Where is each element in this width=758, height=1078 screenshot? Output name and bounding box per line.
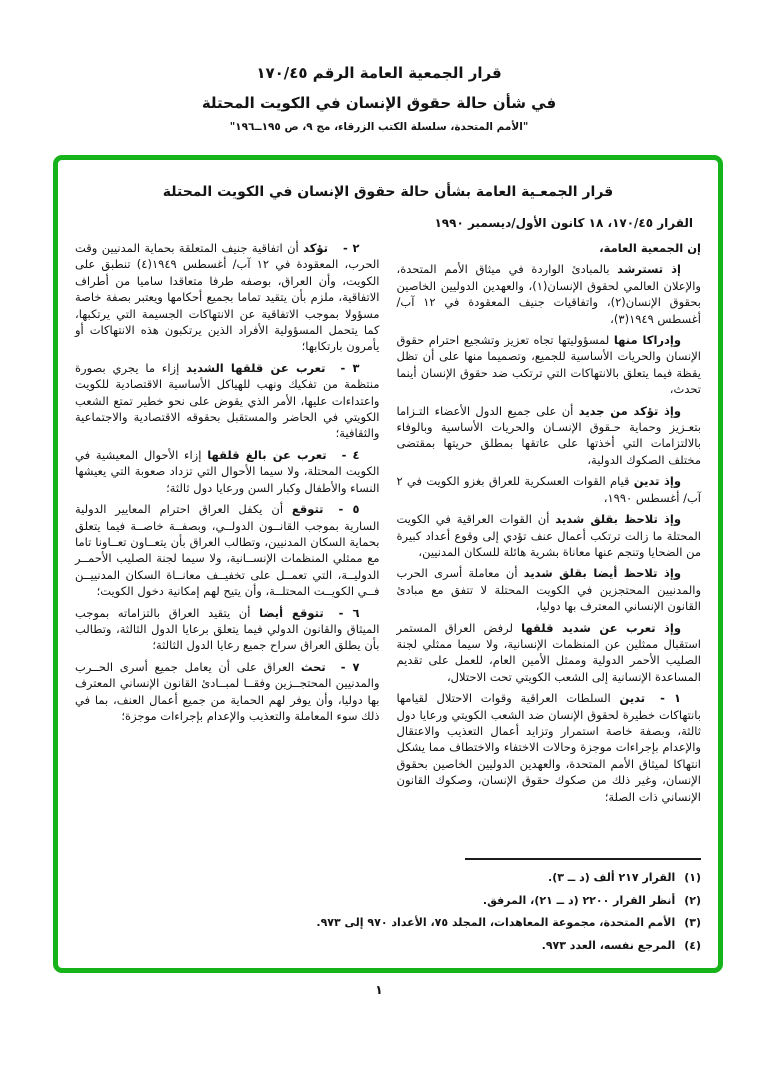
body-columns (75, 240, 701, 810)
operative-paragraph-7 (75, 659, 380, 725)
footnotes-section (75, 858, 701, 957)
paragraph-text: قيام القوات العسكرية للعراق بغزو الكويت في ٢ آب/ أغسطس ١٩٩٠، (396, 474, 701, 505)
footnote-4 (75, 935, 701, 958)
item-number: ٣ - (340, 360, 360, 375)
operative-paragraph-3 (75, 360, 380, 442)
item-number: ١ - (660, 691, 681, 706)
operative-paragraph-4 (75, 447, 380, 496)
preamble-paragraph (397, 620, 702, 686)
item-number: ٤ - (341, 447, 360, 462)
operative-paragraph-2 (75, 240, 380, 355)
footnote-text: القرار ٢١٧ ألف (د ــ ٣). (548, 871, 676, 884)
header-title-line1: قرار الجمعية العامة الرقم ١٧٠/٤٥ (256, 64, 502, 82)
item-number: ٢ - (342, 241, 360, 255)
paragraph-text: لرفض العراق المستمر استقبال ممثلين عن المنظمات الإنسانية، ولا سيما ممثلي لجنة الصليب الأحمر الدولية وممثل الأمين العام، للعمل على تقديم المساعدة الإنسانية إلى الشعب الكويتي تحت الاحتلال، (396, 620, 701, 684)
resolution-box (53, 155, 723, 973)
footnote-text: المرجع نفسه، العدد ٩٧٣. (541, 938, 676, 952)
left-column (75, 240, 380, 729)
paragraph-lead: وإذ تلاحظ بقلق شديد (555, 512, 681, 527)
paragraph-lead: وإذ تؤكد من جديد (578, 403, 681, 418)
preamble-paragraph (397, 511, 702, 560)
preamble-opening (397, 240, 702, 256)
paragraph-text: بالمبادئ الواردة في ميثاق الأمم المتحدة، والإعلان العالمي لحقوق الإنسان(١)، والعهدين الدوليين الخاصين بحقوق الإنسان(٢)، واتفاقيات جنيف المعقودة في ١٢ آب/ أغسطس ١٩٤٩(٣)، (396, 262, 701, 326)
paragraph-text: العراق على أن يعامل جميع أسرى الحــرب والمدنيين المحتجــزين وفقــا لمبــادئ القانون الإنساني المعترف بها دوليا، وأن يوفر لهم الحماية من جميع أعمال العنف، بما في ذلك سوء المعاملة والتعذيب والإعدام بإجراءات موجزة؛ (75, 659, 380, 723)
paragraph-lead: تحث (300, 659, 326, 674)
paragraph-lead: تؤكد (303, 241, 328, 255)
paragraph-lead: تعرب عن قلقها الشديد (186, 360, 326, 375)
footnote-1 (75, 867, 701, 890)
paragraph-text: أن معاملة أسرى الحرب والمدنيين المحتجزين في الكويت المحتلة لا تتفق مع مبادئ القانون الإنساني المعترف بها دوليا، (396, 566, 701, 614)
operative-paragraph-1 (397, 690, 702, 805)
footnote-number: (٤) (684, 938, 701, 952)
preamble-paragraph (397, 403, 702, 469)
paragraph-text: أن يكفل العراق احترام المعايير الدولية السارية بموجب القانــون الدولــي، وبصفــة خاصــة فيما يتعلق بحماية السكان المدنيين، وتطالب العراق بأن يتعــاون تعــاونا تاما مع ممثلي المنظمات الإنســانية، ولا سيما لجنة الصليب الأحمــر الدوليــة، التي تعمــل على تخفيــف معانــاة السكان المدنييــن فــي الكويــت المحتلــة، وأن يتيح لهم إمكانية دخول الكويت؛ (75, 502, 380, 599)
paragraph-text: أن اتفاقية جنيف المتعلقة بحماية المدنيين وقت الحرب، المعقودة في ١٢ آب/ أغسطس ١٩٤٩(٤) تنطبق على الكويت، وأن العراق، بوصفه طرفا متعاقدا ساميا من أطراف الاتفاقية، ملزم بأن يتقيد تماما بجميع أحكامها ويعتبر بصفة خاصة مسؤولا بموجب الاتفاقية عن الانتهاكات الجسيمة التي يرتكبها، كما يتحمل المسؤولية الأفراد الذين يرتكبون هذه الانتهاكات أو يأمرون بارتكابها؛ (75, 241, 380, 354)
footnote-separator-rule (465, 858, 701, 860)
paragraph-lead: وإذ تدين (633, 474, 682, 489)
paragraph-lead: إذ تسترشد (617, 262, 681, 277)
document-header (0, 64, 758, 133)
paragraph-lead: تدين (619, 691, 646, 706)
footnote-2 (75, 890, 701, 913)
footnote-3 (75, 912, 701, 935)
paragraph-text: إزاء الأحوال المعيشية في الكويت المحتلة، ولا سيما الأحوال التي تزداد صعوبة التي يعيشها النساء والأطفال وكبار السن ورعايا دول ثالثة؛ (75, 447, 380, 495)
preamble-paragraph (397, 565, 702, 614)
footnote-text: الأمم المتحدة، مجموعة المعاهدات، المجلد ٧٥، الأعداد ٩٧٠ إلى ٩٧٣. (316, 916, 676, 929)
paragraph-lead: تعرب عن بالغ قلقها (207, 447, 327, 462)
footnote-number: (١) (684, 871, 701, 884)
page-number: ١ (375, 982, 383, 997)
paragraph-text: السلطات العراقية وقوات الاحتلال لقيامها بانتهاكات خطيرة لحقوق الإنسان ضد الشعب الكويتي ورعايا دول ثالثة، وبصفة خاصة استمرار وتزايد أعمال التعذيب والاعتقال والإعدام بإجراءات موجزة وحالات الاختفاء والاختطاف مما يشكل انتهاكا لميثاق الأمم المتحدة، والعهدين الدوليين الخاصين بحقوق الإنسان، وغير ذلك من صكوك حقوق الإنسان، وصكوك القانون الإنساني ذات الصلة؛ (396, 691, 701, 804)
right-column (397, 240, 702, 810)
footnote-number: (٣) (684, 916, 701, 929)
paragraph-lead: وإذ تعرب عن شديد قلقها (521, 620, 681, 635)
operative-paragraph-6 (75, 605, 380, 654)
item-number: ٥ - (338, 502, 360, 517)
paragraph-text: أن على جميع الدول الأعضاء التـزاما بتعـزيز وحماية حـقوق الإنسـان والحريات الأساسية وبالوفاء بالالتزامات التي أخذتها على عاتقها بمطلق حريتها بمقتضى مختلف الصكوك الدولية، (396, 403, 701, 467)
paragraph-lead: تتوقع أيضا (259, 605, 324, 620)
operative-paragraph-5 (75, 501, 380, 599)
preamble-paragraph (397, 473, 702, 506)
preamble-paragraph (397, 261, 702, 327)
resolution-title: قرار الجمعـية العامة بشأن حالة حقوق الإنسان في الكويت المحتلة (162, 184, 614, 200)
paragraph-lead: إن الجمعية العامة، (599, 241, 701, 255)
paragraph-lead: وإدراكا منها (613, 333, 681, 348)
paragraph-lead: وإذ تلاحظ أيضا بقلق شديد (523, 566, 681, 581)
header-source-citation: "الأمم المتحدة، سلسلة الكتب الزرقاء، مج ٩، ص ١٩٥ــ١٩٦" (229, 121, 529, 133)
preamble-paragraph (397, 332, 702, 398)
item-number: ٦ - (338, 605, 360, 620)
paragraph-text: لمسؤوليتها تجاه تعزيز وتشجيع احترام حقوق الإنسان والحريات الأساسية للجميع، وتصميما منها على أن تظل يقظة فيما يتعلق بالانتهاكات التي ترتكب ضد حقوق الإنسان أينما تحدث، (396, 333, 701, 397)
paragraph-text: إزاء ما يجري بصورة منتظمة من تفكيك ونهب للهياكل الأساسية الاقتصادية للكويت واعتداءات عليها، الأمر الذي يقوض على نحو خطير تمتع الشعب الكويتي في الحاضر والمستقبل بحقوقه الاقتصادية والاجتماعية والثقافية؛ (75, 360, 380, 441)
header-title-line2: في شأن حالة حقوق الإنسان في الكويت المحتلة (201, 94, 557, 112)
paragraph-text: أن القوات العراقية في الكويت المحتلة ما زالت ترتكب أعمال عنف تؤدي إلى وقوع أعداد كبيرة من الضحايا وتنجم عنها معاناة بشرية هائلة للسكان المدنيين، (396, 512, 701, 559)
item-number: ٧ - (340, 659, 360, 674)
footnote-text: أنظر القرار ٢٢٠٠ (د ــ ٢١)، المرفق. (482, 893, 676, 907)
footnote-number: (٢) (684, 893, 701, 907)
paragraph-text: أن يتقيد العراق بالتزاماته بموجب الميثاق والقانون الدولي فيما يتعلق برعايا الدول الثالثة، وتطالب بأن يطلق العراق سراح جميع رعايا الدول الثالثة؛ (75, 605, 380, 653)
resolution-date-line: القرار ١٧٠/٤٥، ١٨ كانون الأول/ديسمبر ١٩٩٠ (434, 216, 693, 230)
paragraph-lead: تتوقع (291, 502, 324, 517)
